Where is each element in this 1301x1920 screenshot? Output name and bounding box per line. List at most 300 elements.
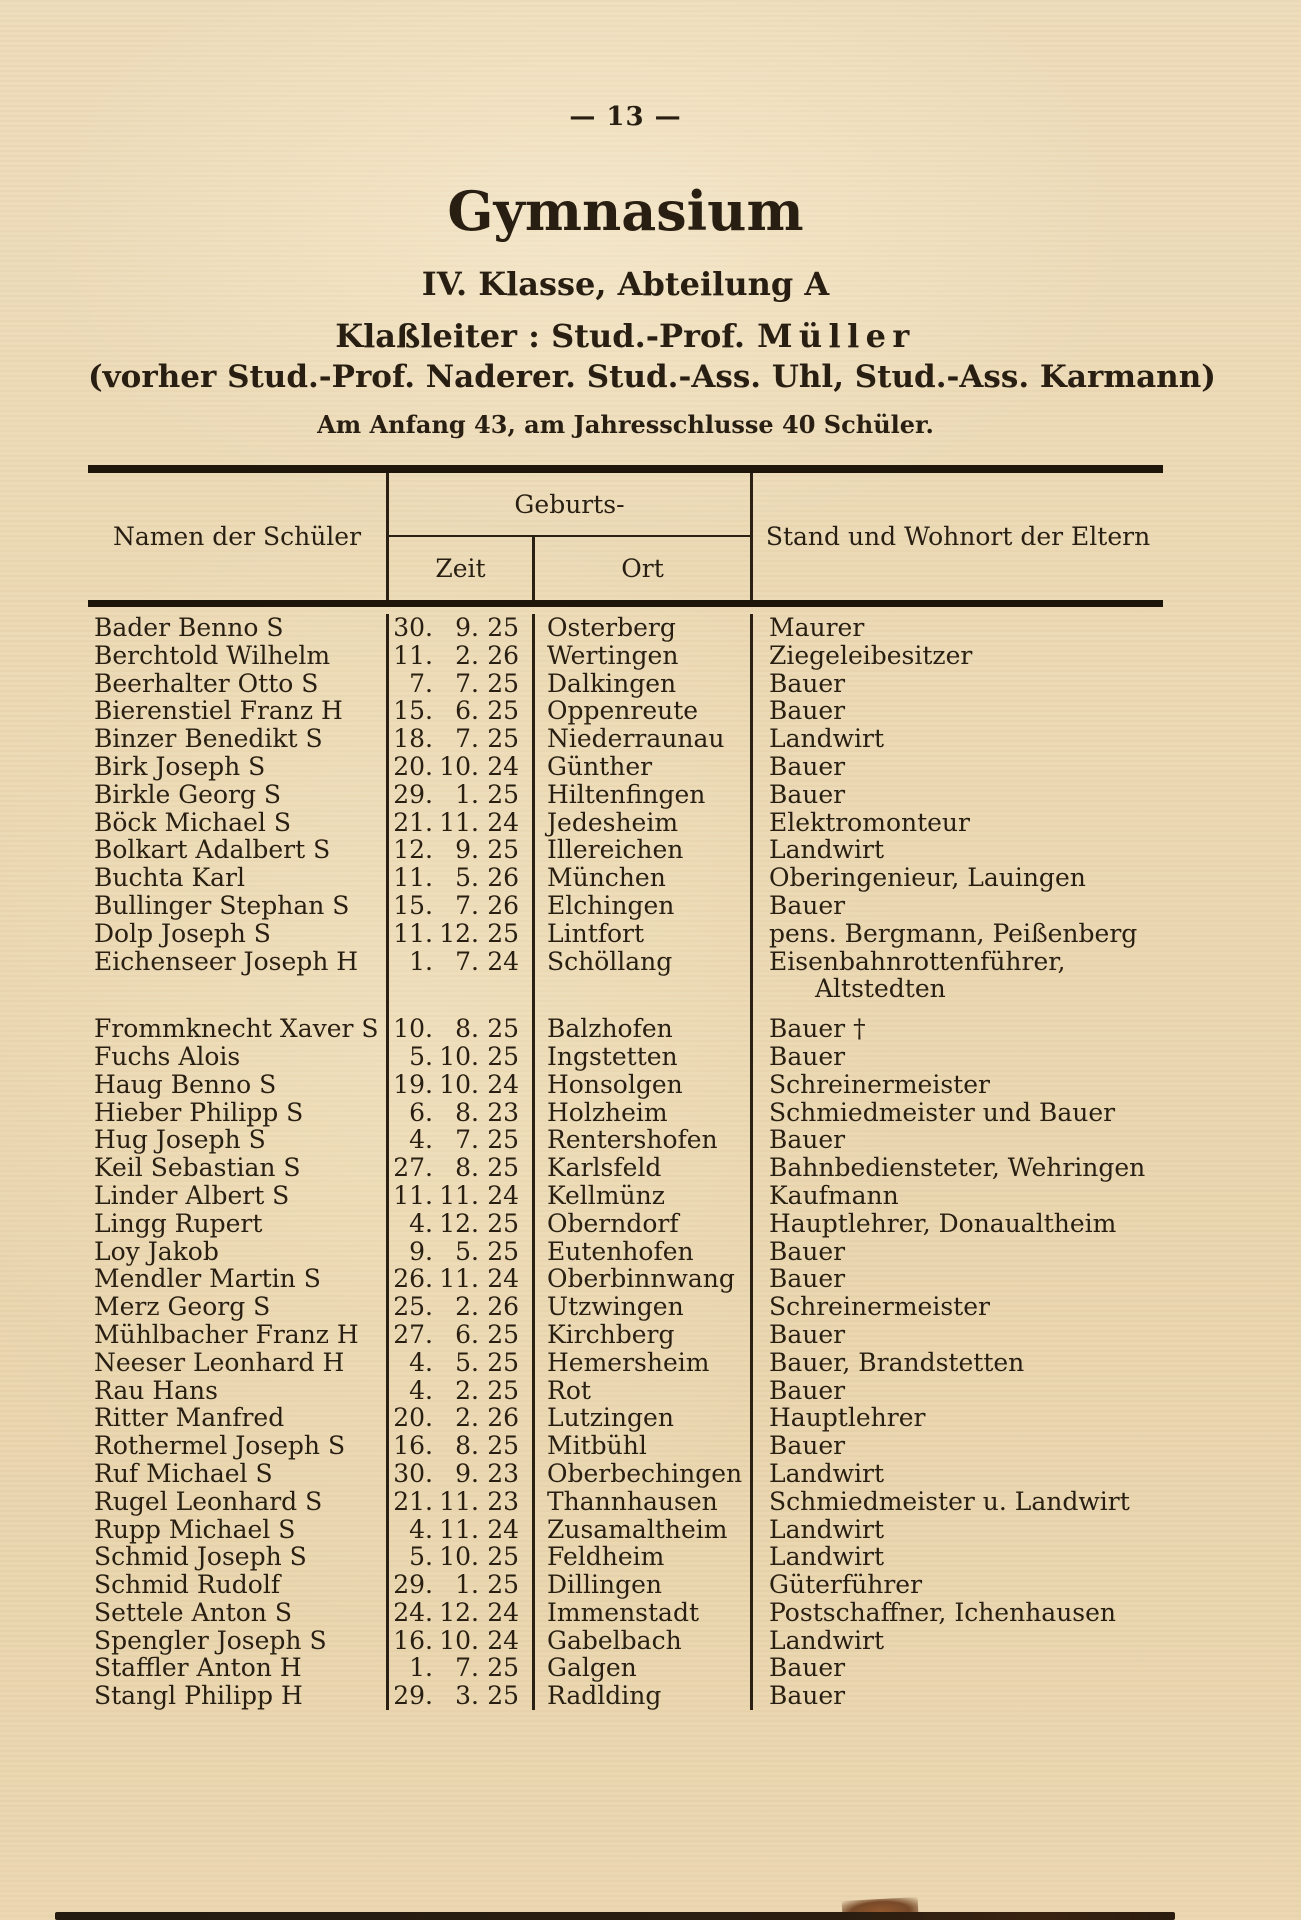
birth-year: 25 <box>487 1542 519 1572</box>
birth-date <box>389 1265 535 1293</box>
birth-day: 20. <box>393 751 433 781</box>
birth-day: 4. <box>409 1514 433 1544</box>
birth-month: 12. <box>439 1208 479 1238</box>
birth-date <box>389 1432 535 1460</box>
birth-date <box>389 1071 535 1099</box>
birth-year: 24 <box>487 1625 519 1655</box>
birth-day: 16. <box>393 1431 433 1461</box>
parent-status <box>753 1071 1163 1099</box>
parent-status-continuation: Altstedten <box>815 974 946 1004</box>
birth-year: 24 <box>487 1069 519 1099</box>
student-name: Böck Michael S <box>88 809 389 837</box>
page-content <box>88 0 1216 1716</box>
birth-date <box>389 670 535 698</box>
birth-day: 19. <box>393 1069 433 1099</box>
student-row <box>88 836 1163 864</box>
birth-date <box>389 1599 535 1627</box>
birth-year: 23 <box>487 1458 519 1488</box>
parent-status <box>753 1349 1163 1377</box>
student-name: Bullinger Stephan S <box>88 892 389 920</box>
parent-status-text: Schmiedmeister u. Landwirt <box>769 1486 1130 1516</box>
birth-date <box>389 1154 535 1182</box>
birth-place: Dalkingen <box>535 670 753 698</box>
birth-day: 10. <box>393 1014 433 1044</box>
birth-place: München <box>535 864 753 892</box>
student-row <box>88 753 1163 781</box>
student-row <box>88 1043 1163 1071</box>
birth-date <box>389 920 535 948</box>
birth-day: 1. <box>409 946 433 976</box>
birth-date <box>389 753 535 781</box>
column-header-eltern: Stand und Wohnort der Eltern <box>765 522 1151 551</box>
birth-place: Oberndorf <box>535 1210 753 1238</box>
student-row <box>88 1210 1163 1238</box>
birth-date <box>389 1682 535 1710</box>
birth-month: 8. <box>455 1153 479 1183</box>
birth-year: 25 <box>487 1319 519 1349</box>
student-name: Rupp Michael S <box>88 1516 389 1544</box>
parent-status <box>753 920 1163 948</box>
student-row <box>88 1404 1163 1432</box>
parent-status-text: Bauer <box>769 1041 846 1071</box>
birth-month: 2. <box>455 1375 479 1405</box>
parent-status <box>753 781 1163 809</box>
student-name: Schmid Rudolf <box>88 1571 389 1599</box>
parent-status-text: Landwirt <box>769 1542 885 1572</box>
parent-status <box>753 892 1163 920</box>
birth-year: 23 <box>487 1097 519 1127</box>
birth-date <box>389 1460 535 1488</box>
parent-status <box>753 725 1163 753</box>
birth-year: 24 <box>487 1180 519 1210</box>
birth-place: Eutenhofen <box>535 1238 753 1266</box>
birth-year: 26 <box>487 890 519 920</box>
parent-status-text: Bauer <box>769 1431 846 1461</box>
student-row <box>88 1071 1163 1099</box>
birth-month: 10. <box>439 1041 479 1071</box>
student-row <box>88 1321 1163 1349</box>
birth-place: Honsolgen <box>535 1071 753 1099</box>
birth-date <box>389 1210 535 1238</box>
student-row <box>88 1154 1163 1182</box>
birth-year: 25 <box>487 613 519 642</box>
birth-place: Gabelbach <box>535 1627 753 1655</box>
enrollment-note: Am Anfang 43, am Jahresschlusse 40 Schüler. <box>317 410 934 439</box>
birth-day: 29. <box>393 779 433 809</box>
birth-place: Elchingen <box>535 892 753 920</box>
birth-year: 25 <box>487 918 519 948</box>
birth-month: 5. <box>455 1236 479 1266</box>
birth-date <box>389 1238 535 1266</box>
parent-status-text: Landwirt <box>769 835 885 865</box>
parent-status <box>753 948 1163 1004</box>
birth-day: 20. <box>393 1403 433 1433</box>
parent-status <box>753 1404 1163 1432</box>
parent-status-text: Schmiedmeister und Bauer <box>769 1097 1116 1127</box>
birth-year: 26 <box>487 863 519 893</box>
birth-month: 2. <box>455 640 479 670</box>
birth-place: Ingstetten <box>535 1043 753 1071</box>
student-name: Stangl Philipp H <box>88 1682 389 1710</box>
parent-status-text: Bauer <box>769 890 846 920</box>
student-row <box>88 1432 1163 1460</box>
parent-status-text: Bauer <box>769 696 846 726</box>
birth-place: Immenstadt <box>535 1599 753 1627</box>
birth-date <box>389 1543 535 1571</box>
birth-day: 11. <box>393 1180 433 1210</box>
birth-day: 1. <box>409 1653 433 1683</box>
birth-day: 18. <box>393 724 433 754</box>
birth-date <box>389 614 535 642</box>
student-row <box>88 1460 1163 1488</box>
parent-status <box>753 1182 1163 1210</box>
birth-date <box>389 864 535 892</box>
student-name: Dolp Joseph S <box>88 920 389 948</box>
birth-date <box>389 809 535 837</box>
birth-place: Oberbinnwang <box>535 1265 753 1293</box>
parent-status-text: Landwirt <box>769 1458 885 1488</box>
student-row <box>88 697 1163 725</box>
birth-year: 24 <box>487 1597 519 1627</box>
student-row <box>88 1599 1163 1627</box>
birth-place: Radlding <box>535 1682 753 1710</box>
birth-date <box>389 1126 535 1154</box>
birth-date <box>389 1627 535 1655</box>
student-name: Loy Jakob <box>88 1238 389 1266</box>
birth-place: Niederraunau <box>535 725 753 753</box>
birth-place: Oberbechingen <box>535 1460 753 1488</box>
parent-status-text: pens. Bergmann, Peißenberg <box>769 918 1138 948</box>
parent-status <box>753 614 1163 642</box>
parent-status-text: Bauer <box>769 1681 846 1711</box>
student-name: Berchtold Wilhelm <box>88 642 389 670</box>
birth-date <box>389 1349 535 1377</box>
column-header-names: Namen der Schüler <box>88 473 389 600</box>
birth-month: 1. <box>455 1570 479 1600</box>
birth-year: 25 <box>487 1347 519 1377</box>
birth-date <box>389 781 535 809</box>
parent-status-text: Schreinermeister <box>769 1292 990 1322</box>
birth-place: Lintfort <box>535 920 753 948</box>
birth-month: 6. <box>455 1319 479 1349</box>
table-header <box>88 465 1163 607</box>
birth-place: Rot <box>535 1377 753 1405</box>
parent-status-text: Ziegeleibesitzer <box>769 640 973 670</box>
birth-year: 24 <box>487 946 519 976</box>
birth-month: 5. <box>455 1347 479 1377</box>
birth-day: 11. <box>393 640 433 670</box>
birth-month: 7. <box>455 668 479 698</box>
student-name: Binzer Benedikt S <box>88 725 389 753</box>
parent-status-text: Bauer <box>769 751 846 781</box>
parent-status-text: Landwirt <box>769 1514 885 1544</box>
birth-day: 4. <box>409 1375 433 1405</box>
birth-day: 15. <box>393 890 433 920</box>
student-name: Bierenstiel Franz H <box>88 697 389 725</box>
birth-place: Günther <box>535 753 753 781</box>
parent-status-text: Bauer <box>769 1264 846 1294</box>
birth-year: 25 <box>487 1570 519 1600</box>
previous-leaders-line: (vorher Stud.-Prof. Naderer. Stud.-Ass. Uhl, Stud.-Ass. Karmann) <box>88 359 1216 395</box>
student-name: Staffler Anton H <box>88 1654 389 1682</box>
student-name: Ritter Manfred <box>88 1404 389 1432</box>
birth-year: 25 <box>487 668 519 698</box>
parent-status-text: Schreinermeister <box>769 1069 990 1099</box>
birth-month: 8. <box>455 1014 479 1044</box>
birth-month: 11. <box>439 1264 479 1294</box>
student-row <box>88 1265 1163 1293</box>
page-number: — 13 — <box>569 102 682 132</box>
student-name: Buchta Karl <box>88 864 389 892</box>
student-row <box>88 809 1163 837</box>
parent-status-text: Eisenbahnrottenführer, <box>769 946 1066 976</box>
class-line: IV. Klasse, Abteilung A <box>421 265 830 303</box>
birth-place: Dillingen <box>535 1571 753 1599</box>
parent-status-text: Elektromonteur <box>769 807 970 837</box>
parent-status-text: Oberingenieur, Lauingen <box>769 863 1086 893</box>
parent-status-text: Postschaffner, Ichenhausen <box>769 1597 1117 1627</box>
birth-month: 12. <box>439 1597 479 1627</box>
birth-year: 25 <box>487 1681 519 1711</box>
column-header-geburts: Geburts- <box>389 473 753 537</box>
parent-status-text: Landwirt <box>769 1625 885 1655</box>
parent-status <box>753 1099 1163 1127</box>
birth-month: 7. <box>455 1125 479 1155</box>
parent-status-text: Landwirt <box>769 724 885 754</box>
birth-day: 29. <box>393 1681 433 1711</box>
parent-status-text: Bahnbediensteter, Wehringen <box>769 1153 1146 1183</box>
student-row <box>88 1182 1163 1210</box>
student-row <box>88 1238 1163 1266</box>
column-header-zeit: Zeit <box>389 537 535 600</box>
parent-status <box>753 1003 1163 1043</box>
students-table <box>88 465 1163 1716</box>
parent-status-text: Bauer <box>769 1375 846 1405</box>
student-row <box>88 1377 1163 1405</box>
birth-place: Wertingen <box>535 642 753 670</box>
student-name: Settele Anton S <box>88 1599 389 1627</box>
parent-status <box>753 1210 1163 1238</box>
birth-year: 24 <box>487 751 519 781</box>
birth-year: 24 <box>487 1264 519 1294</box>
birth-month: 9. <box>455 1458 479 1488</box>
birth-place: Illereichen <box>535 836 753 864</box>
parent-status-text: Bauer, Brandstetten <box>769 1347 1025 1377</box>
student-name: Mühlbacher Franz H <box>88 1321 389 1349</box>
birth-day: 21. <box>393 1486 433 1516</box>
birth-year: 26 <box>487 1292 519 1322</box>
student-name: Lingg Rupert <box>88 1210 389 1238</box>
student-name: Bolkart Adalbert S <box>88 836 389 864</box>
birth-place: Osterberg <box>535 614 753 642</box>
birth-month: 5. <box>455 863 479 893</box>
birth-year: 25 <box>487 1208 519 1238</box>
student-name: Ruf Michael S <box>88 1460 389 1488</box>
birth-place: Balzhofen <box>535 1003 753 1043</box>
parent-status-text: Bauer <box>769 779 846 809</box>
birth-day: 9. <box>409 1236 433 1266</box>
parent-status <box>753 809 1163 837</box>
parent-status-text: Bauer <box>769 668 846 698</box>
student-row <box>88 1627 1163 1655</box>
birth-day: 5. <box>409 1542 433 1572</box>
birth-place: Oppenreute <box>535 697 753 725</box>
student-row <box>88 864 1163 892</box>
birth-place: Thannhausen <box>535 1488 753 1516</box>
student-name: Fuchs Alois <box>88 1043 389 1071</box>
birth-date <box>389 892 535 920</box>
parent-status-text: Hauptlehrer, Donaualtheim <box>769 1208 1117 1238</box>
parent-status <box>753 1154 1163 1182</box>
birth-year: 24 <box>487 807 519 837</box>
student-name: Rugel Leonhard S <box>88 1488 389 1516</box>
birth-year: 25 <box>487 1014 519 1044</box>
birth-month: 10. <box>439 1625 479 1655</box>
birth-day: 7. <box>409 668 433 698</box>
birth-day: 15. <box>393 696 433 726</box>
parent-status <box>753 1432 1163 1460</box>
birth-date <box>389 1516 535 1544</box>
birth-place: Lutzingen <box>535 1404 753 1432</box>
birth-day: 29. <box>393 1570 433 1600</box>
parent-status <box>753 1321 1163 1349</box>
parent-status <box>753 753 1163 781</box>
birth-month: 11. <box>439 807 479 837</box>
birth-month: 6. <box>455 696 479 726</box>
birth-month: 1. <box>455 779 479 809</box>
birth-year: 25 <box>487 1653 519 1683</box>
birth-month: 9. <box>455 835 479 865</box>
birth-day: 11. <box>393 863 433 893</box>
birth-year: 25 <box>487 1375 519 1405</box>
student-row <box>88 948 1163 1004</box>
birth-place: Zusamaltheim <box>535 1516 753 1544</box>
student-name: Rau Hans <box>88 1377 389 1405</box>
birth-year: 25 <box>487 835 519 865</box>
birth-place: Karlsfeld <box>535 1154 753 1182</box>
student-row <box>88 1682 1163 1710</box>
student-row <box>88 1654 1163 1682</box>
parent-status <box>753 1543 1163 1571</box>
birth-date <box>389 642 535 670</box>
birth-date <box>389 1321 535 1349</box>
parent-status-text: Kaufmann <box>769 1180 899 1210</box>
student-row <box>88 1488 1163 1516</box>
birth-year: 26 <box>487 640 519 670</box>
birth-day: 26. <box>393 1264 433 1294</box>
birth-day: 12. <box>393 835 433 865</box>
student-row <box>88 1349 1163 1377</box>
student-row <box>88 614 1163 642</box>
column-header-ort: Ort <box>535 537 753 600</box>
birth-day: 25. <box>393 1292 433 1322</box>
student-row <box>88 781 1163 809</box>
birth-date <box>389 1043 535 1071</box>
student-row <box>88 1571 1163 1599</box>
parent-status <box>753 1627 1163 1655</box>
student-row <box>88 642 1163 670</box>
student-row <box>88 1293 1163 1321</box>
parent-status-text: Bauer † <box>769 1014 866 1044</box>
parent-status-text: Bauer <box>769 1653 846 1683</box>
birth-month: 7. <box>455 946 479 976</box>
birth-date <box>389 948 535 1004</box>
student-name: Birkle Georg S <box>88 781 389 809</box>
birth-date <box>389 836 535 864</box>
student-name: Spengler Joseph S <box>88 1627 389 1655</box>
student-name: Linder Albert S <box>88 1182 389 1210</box>
birth-place: Kellmünz <box>535 1182 753 1210</box>
birth-place: Kirchberg <box>535 1321 753 1349</box>
student-name: Keil Sebastian S <box>88 1154 389 1182</box>
birth-place: Galgen <box>535 1654 753 1682</box>
parent-status <box>753 1460 1163 1488</box>
student-name: Beerhalter Otto S <box>88 670 389 698</box>
student-row <box>88 1543 1163 1571</box>
student-name: Haug Benno S <box>88 1071 389 1099</box>
birth-day: 24. <box>393 1597 433 1627</box>
parent-status <box>753 1682 1163 1710</box>
student-row <box>88 1126 1163 1154</box>
birth-year: 25 <box>487 1125 519 1155</box>
birth-place: Holzheim <box>535 1099 753 1127</box>
class-leader-prefix: Klaßleiter : Stud.-Prof. <box>335 317 746 355</box>
birth-day: 27. <box>393 1319 433 1349</box>
student-name: Hug Joseph S <box>88 1126 389 1154</box>
birth-day: 4. <box>409 1208 433 1238</box>
birth-year: 26 <box>487 1403 519 1433</box>
birth-day: 30. <box>393 613 433 642</box>
student-row <box>88 1099 1163 1127</box>
birth-date <box>389 1182 535 1210</box>
parent-status <box>753 1265 1163 1293</box>
parent-status-text: Bauer <box>769 1236 846 1266</box>
student-row <box>88 892 1163 920</box>
birth-date <box>389 725 535 753</box>
birth-month: 8. <box>455 1431 479 1461</box>
student-name: Rothermel Joseph S <box>88 1432 389 1460</box>
student-row <box>88 1516 1163 1544</box>
birth-day: 4. <box>409 1125 433 1155</box>
birth-place: Utzwingen <box>535 1293 753 1321</box>
parent-status <box>753 642 1163 670</box>
parent-status <box>753 1043 1163 1071</box>
birth-month: 2. <box>455 1292 479 1322</box>
parent-status-text: Bauer <box>769 1125 846 1155</box>
parent-status <box>753 697 1163 725</box>
student-name: Neeser Leonhard H <box>88 1349 389 1377</box>
birth-month: 3. <box>455 1681 479 1711</box>
birth-date <box>389 1293 535 1321</box>
parent-status <box>753 1293 1163 1321</box>
student-row <box>88 920 1163 948</box>
birth-month: 11. <box>439 1180 479 1210</box>
birth-date <box>389 1571 535 1599</box>
student-name: Eichenseer Joseph H <box>88 948 389 1004</box>
parent-status-text: Hauptlehrer <box>769 1403 926 1433</box>
birth-place: Hemersheim <box>535 1349 753 1377</box>
parent-status <box>753 1238 1163 1266</box>
birth-month: 8. <box>455 1097 479 1127</box>
birth-year: 25 <box>487 1041 519 1071</box>
birth-place: Jedesheim <box>535 809 753 837</box>
birth-date <box>389 1654 535 1682</box>
birth-year: 25 <box>487 1153 519 1183</box>
birth-place: Feldheim <box>535 1543 753 1571</box>
birth-month: 10. <box>439 1542 479 1572</box>
student-name: Bader Benno S <box>88 614 389 642</box>
birth-day: 11. <box>393 918 433 948</box>
